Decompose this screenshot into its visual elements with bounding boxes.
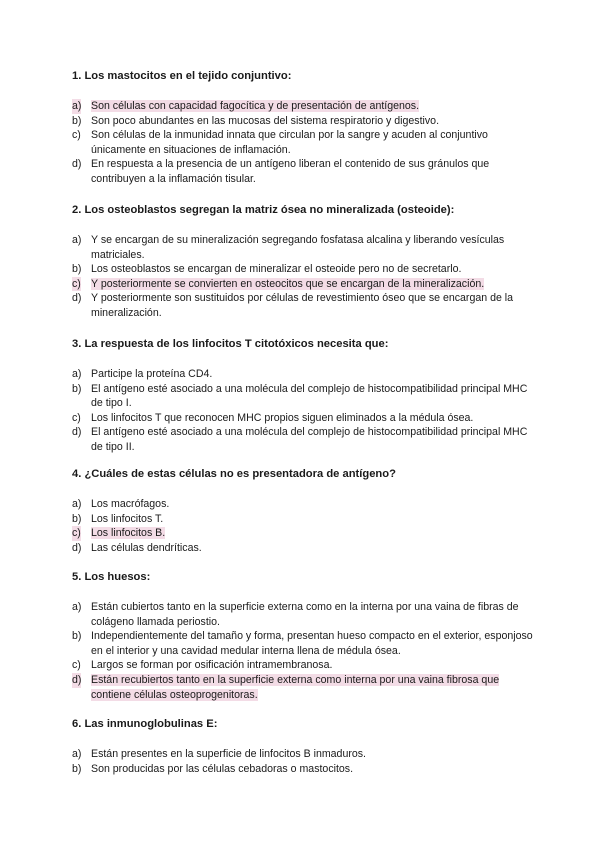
option-text: Los linfocitos B.: [91, 527, 166, 540]
option-letter: b): [72, 512, 82, 525]
option-text: El antígeno esté asociado a una molécula del complejo de histocompatibilidad principal MHC de tipo II.: [91, 426, 528, 453]
option-6b: [72, 762, 542, 777]
question-4: [72, 467, 542, 555]
question-3-title: 3. La respuesta de los linfocitos T citotóxicos necesita que:: [72, 338, 389, 350]
option-letter: d): [72, 541, 82, 554]
option-text: Y se encargan de su mineralización segregando fosfatasa alcalina y liberando vesículas matriciales.: [91, 234, 505, 261]
option-letter: a): [72, 498, 82, 510]
option-letter: b): [72, 762, 82, 775]
option-4a: [72, 497, 542, 512]
option-text: Son poco abundantes en las mucosas del sistema respiratorio y digestivo.: [91, 114, 440, 127]
option-letter: c): [72, 129, 81, 142]
option-text: Largos se forman por osificación intramembranosa.: [91, 659, 333, 672]
option-letter: d): [72, 158, 82, 171]
question-5: [72, 570, 542, 702]
option-letter: a): [72, 234, 82, 246]
option-5d: [72, 673, 542, 702]
option-letter: d): [72, 292, 82, 305]
option-letter: a): [72, 100, 82, 112]
option-letter: c): [72, 527, 81, 540]
option-text: Los linfocitos T que reconocen MHC propios siguen eliminados a la médula ósea.: [91, 411, 474, 424]
option-2a: [72, 233, 542, 262]
option-1d: [72, 157, 542, 186]
option-text: Independientemente del tamaño y forma, presentan hueso compacto en el exterior, esponjoso en el interior y una cavidad medular interna llena de médula ósea.: [91, 630, 533, 657]
option-letter: b): [72, 114, 82, 127]
option-text: Las células dendríticas.: [91, 541, 202, 554]
option-text: Son células de la inmunidad innata que circulan por la sangre y acuden al conjuntivo únicamente en situaciones de inflamación.: [91, 129, 488, 156]
option-text: Los osteoblastos se encargan de mineralizar el osteoide pero no de secretarlo.: [91, 263, 462, 276]
option-text: Participe la proteína CD4.: [91, 368, 213, 380]
option-3d: [72, 425, 542, 454]
option-letter: a): [72, 368, 82, 380]
question-1-title: 1. Los mastocitos en el tejido conjuntivo:: [72, 70, 292, 82]
option-3c: [72, 411, 542, 426]
option-2c: [72, 277, 542, 292]
option-text: Los linfocitos T.: [91, 512, 164, 525]
option-letter: d): [72, 673, 82, 686]
option-text: En respuesta a la presencia de un antígeno liberan el contenido de sus gránulos que contribuyen a la inflamación tisular.: [91, 158, 490, 185]
question-5-options: [72, 600, 542, 702]
question-4-options: [72, 497, 542, 555]
option-4c: [72, 526, 542, 541]
question-1-options: [72, 99, 542, 187]
option-text: Y posteriormente son sustituidos por células de revestimiento óseo que se encargan de la mineralización.: [91, 292, 514, 319]
option-letter: b): [72, 382, 82, 395]
question-4-title: 4. ¿Cuáles de estas células no es presentadora de antígeno?: [72, 468, 396, 480]
option-letter: c): [72, 277, 81, 290]
option-3a: [72, 367, 542, 382]
option-letter: c): [72, 659, 81, 672]
question-6-title: 6. Las inmunoglobulinas E:: [72, 718, 218, 730]
option-6a: [72, 747, 542, 762]
option-text: Los macrófagos.: [91, 498, 170, 510]
option-text: Están cubiertos tanto en la superficie externa como en la interna por una vaina de fibras de colágeno llamada periostio.: [91, 601, 519, 628]
option-5a: [72, 600, 542, 629]
question-6-options: [72, 747, 542, 776]
option-2d: [72, 291, 542, 320]
option-text: Son células con capacidad fagocítica y de presentación de antígenos.: [91, 100, 420, 112]
question-3-options: [72, 367, 542, 455]
option-3b: [72, 382, 542, 411]
option-1a: [72, 99, 542, 114]
option-4d: [72, 541, 542, 556]
question-6: [72, 717, 542, 776]
option-4b: [72, 512, 542, 527]
option-letter: d): [72, 426, 82, 439]
option-5c: [72, 658, 542, 673]
option-text: Y posteriormente se convierten en osteocitos que se encargan de la mineralización.: [91, 277, 485, 290]
option-5b: [72, 629, 542, 658]
option-letter: b): [72, 630, 82, 643]
option-text: Son producidas por las células cebadoras o mastocitos.: [91, 762, 354, 775]
option-letter: a): [72, 601, 82, 613]
option-text: Están presentes en la superficie de linfocitos B inmaduros.: [91, 748, 366, 760]
question-3: [72, 337, 542, 455]
question-5-title: 5. Los huesos:: [72, 571, 151, 583]
option-1b: [72, 114, 542, 129]
option-text: Están recubiertos tanto en la superficie externa como interna por una vaina fibrosa que contiene células osteoprogenitoras.: [91, 673, 500, 701]
option-letter: b): [72, 263, 82, 276]
option-letter: a): [72, 748, 82, 760]
question-1: [72, 69, 542, 187]
option-2b: [72, 262, 542, 277]
question-2-options: [72, 233, 542, 321]
option-1c: [72, 128, 542, 157]
option-text: El antígeno esté asociado a una molécula del complejo de histocompatibilidad principal MHC de tipo I.: [91, 382, 528, 410]
question-2: [72, 203, 542, 321]
question-2-title: 2. Los osteoblastos segregan la matriz ósea no mineralizada (osteoide):: [72, 204, 455, 216]
option-letter: c): [72, 411, 81, 424]
